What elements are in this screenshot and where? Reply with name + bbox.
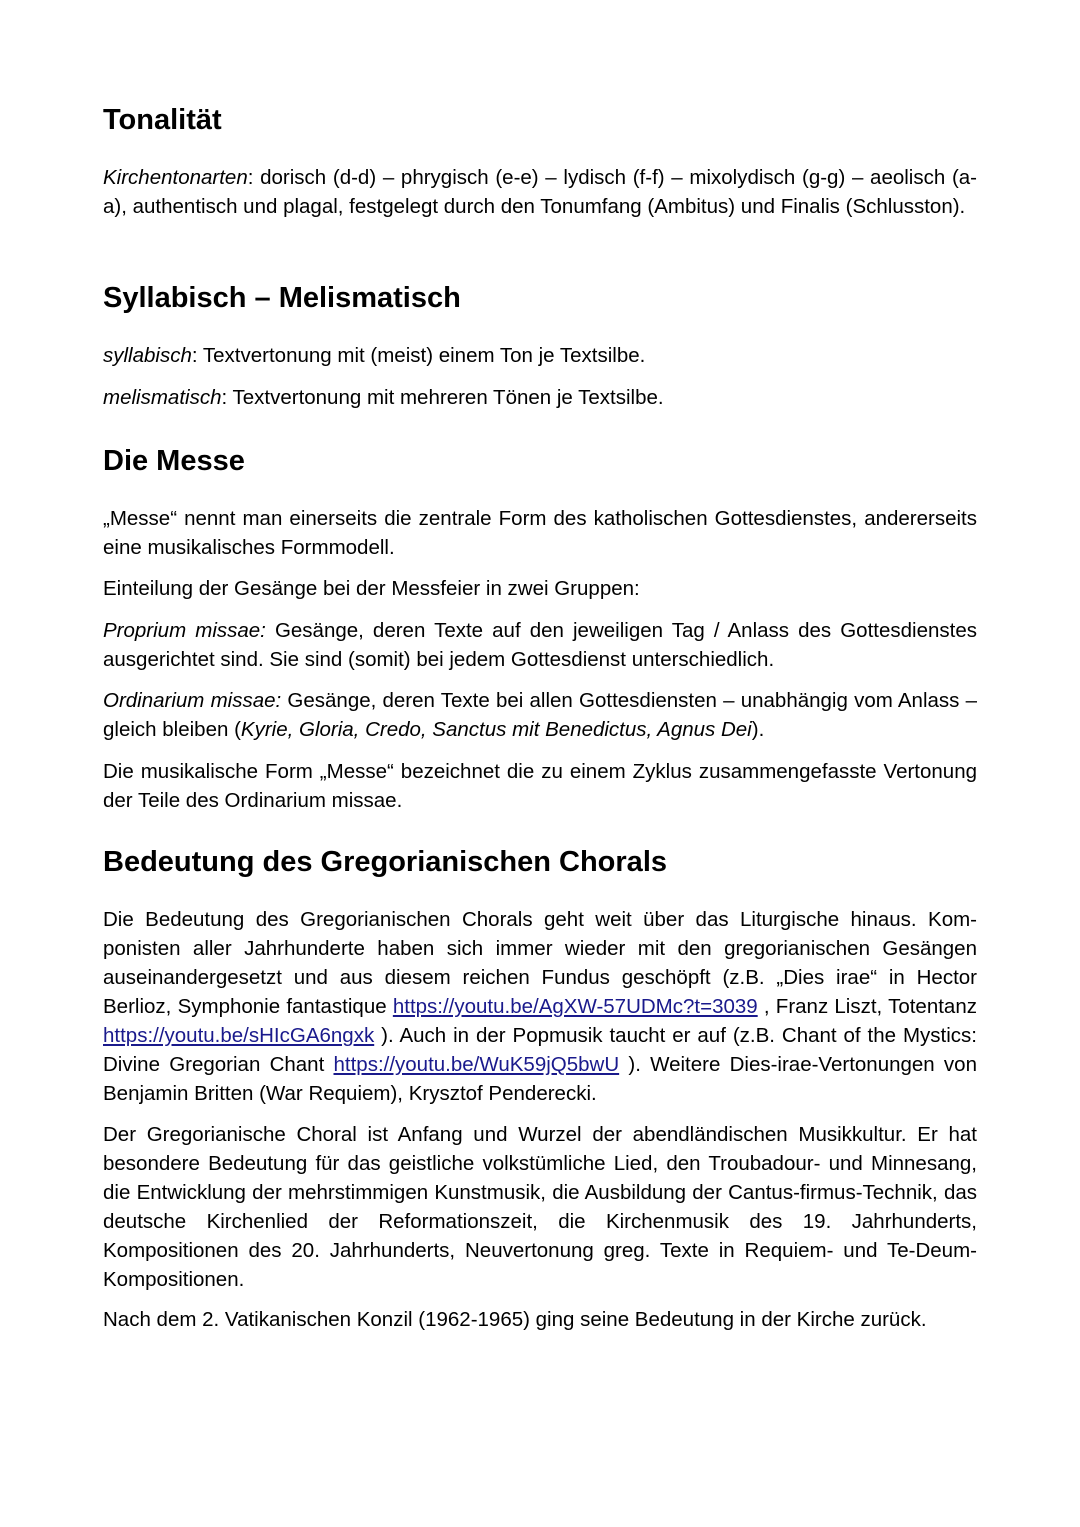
text-syllabisch: : Textvertonung mit (meist) einem Ton je Textsilbe. (191, 344, 646, 367)
paragraph-bedeutung (103, 905, 977, 1108)
paragraph-ordinarium (103, 686, 977, 744)
text-ordinarium-end: ). (751, 718, 765, 741)
term-ordinarium-missae: Ordinarium missae: (103, 689, 282, 712)
link-berlioz-video[interactable]: https://youtu.be/AgXW-57UDMc?t=3039 (392, 995, 758, 1018)
link-chant-of-mystics-video[interactable]: https://youtu.be/WuK59jQ5bwU (333, 1053, 620, 1076)
paragraph-musikalische-form: Die musikalische Form „Messe“ bezeichnet die zu einem Zyklus zusammengefasste Vertonung der Teile des Ordinarium missae. (103, 760, 977, 812)
ordinarium-parts-list: Kyrie, Gloria, Credo, Sanctus mit Benedictus, Agnus Dei (240, 718, 752, 741)
paragraph-proprium (103, 616, 977, 674)
text-bedeutung-part3: ). Auch in der Popmusik taucht er auf (z.B. Chant of the Mystics: Divine Gregorian Chant (103, 1024, 977, 1076)
paragraph-kirchentonarten (103, 163, 977, 221)
text-bedeutung-part2: , Franz Liszt, Totentanz (757, 995, 977, 1018)
heading-tonalitaet: Tonalität (103, 104, 222, 136)
paragraph-melismatisch (103, 383, 977, 412)
text-proprium: Gesänge, deren Texte auf den jeweiligen Tag / Anlass des Gottesdienstes ausgerichtet sind. Sie sind (somit) bei jedem Gottesdienst unterschiedlich. (103, 619, 977, 671)
heading-syllabisch-melismatisch: Syllabisch – Melismatisch (103, 282, 461, 314)
heading-die-messe: Die Messe (103, 445, 245, 477)
paragraph-messe-definition: „Messe“ nennt man einerseits die zentrale Form des katholischen Gottesdienstes, andererseits eine musikalisches Formmodell. (103, 507, 977, 559)
paragraph-syllabisch (103, 341, 977, 370)
text-bedeutung-part1: Die Bedeutung des Gregorianischen Chorals geht weit über das Liturgische hinaus. Komponisten aller Jahrhunderte haben sich immer wieder mit den gregorianischen Gesängen auseinandergesetzt und aus diesem reichen Fundus geschöpft (z.B. „Dies irae“ in Hector Berlioz, Symphonie fantastique (103, 908, 977, 1018)
text-kirchentonarten: : dorisch (d-d) – phrygisch (e-e) – lydisch (f-f) – mixolydisch (g-g) – aeolisch (a-a), authentisch und plagal, festgelegt durch den Tonumfang (Ambitus) und Finalis (Schlusston). (103, 166, 977, 218)
term-kirchentonarten: Kirchentonarten (103, 166, 248, 189)
paragraph-anfang-wurzel: Der Gregorianische Choral ist Anfang und Wurzel der abendländischen Musikkultur. Er hat besondere Bedeutung für das geistliche volkstümliche Lied, den Troubadour- und Minnesang, die Entwicklung der mehrstimmigen Kunstmusik, die Ausbildung der Cantus-firmus-Technik, das deutsche Kirchenlied der Reformationszeit, die Kirchenmusik des 19. Jahrhunderts, Kompositionen des 20. Jahrhunderts, Neuvertonung greg. Texte in Requiem- und Te-Deum-Kompositionen. (103, 1123, 977, 1291)
term-syllabisch: syllabisch (103, 344, 192, 367)
text-ordinarium: Gesänge, deren Texte bei allen Gottesdiensten – unabhängig vom Anlass – gleich bleiben ( (103, 689, 977, 741)
text-melismatisch: : Textvertonung mit mehreren Tönen je Textsilbe. (221, 386, 664, 409)
link-liszt-video[interactable]: https://youtu.be/sHIcGA6ngxk (103, 1024, 375, 1047)
heading-bedeutung-choral: Bedeutung des Gregorianischen Chorals (103, 846, 667, 878)
paragraph-vatikanisches-konzil: Nach dem 2. Vatikanischen Konzil (1962-1965) ging seine Bedeutung in der Kirche zurück. (103, 1308, 927, 1331)
term-melismatisch: melismatisch (103, 386, 222, 409)
text-bedeutung-part4: ). Weitere Dies-irae-Vertonungen von Benjamin Britten (War Requiem), Krysztof Penderecki. (103, 1053, 977, 1105)
term-proprium-missae: Proprium missae: (103, 619, 266, 642)
paragraph-einteilung: Einteilung der Gesänge bei der Messfeier in zwei Gruppen: (103, 577, 640, 600)
